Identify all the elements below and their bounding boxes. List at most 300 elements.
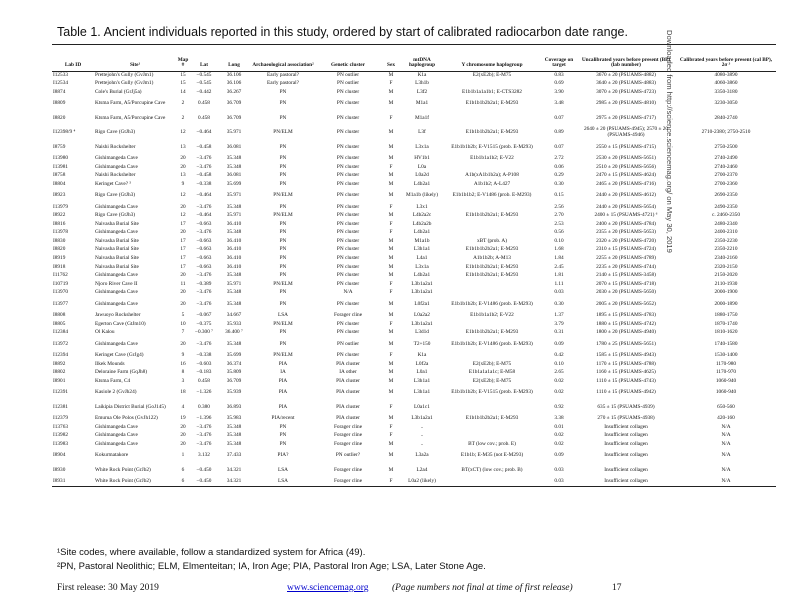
table-cell: M1a1b (likely) [406,192,438,199]
table-cell: Forager cline [333,312,363,319]
table-cell: −0.603 [196,360,212,367]
table-cell: Insufficient collagen [604,452,648,459]
table-cell: Naivasha Burial Site [95,254,139,261]
table-cell: L2a4 [416,466,428,473]
table-cell: Ktsma Farm, A5/Porcupine Cave [95,114,166,121]
table-cell: 3.90 [554,89,564,96]
table-cell: PN [279,340,287,347]
table-cell: LSA [277,466,288,473]
table-cell: 13 [180,172,186,179]
table-cell: 0.30 [554,180,564,187]
table-cell: 2110-1930 [714,280,738,287]
table-cell: F [389,320,393,327]
table-cell: Insufficient collagen [604,440,648,447]
table-cell: 36.410 [226,246,242,253]
table-cell: PN cluster [336,352,360,359]
table-cell: 2070 ± 15 (PSUAMS-4718) [596,280,656,287]
table-cell: I8931 [52,478,94,487]
table-cell: .. [420,440,424,447]
table-cell: 0.380 [198,403,210,410]
table-row [52,280,776,289]
table-cell: M1a1 [415,100,429,107]
table-cell: L4b2a2b [412,220,432,227]
table-cell: 8 [181,369,185,376]
table-cell: Deloraine Farm (GqJh8) [95,369,148,376]
table-cell: −3.476 [196,340,212,347]
table-cell: Rigo Cave (GtJh3) [95,192,136,199]
table-cell: M1a1b [414,237,430,244]
table-cell: 270 ± 15 (PSUAMS-4938) [597,415,655,422]
table-cell: 35.699 [226,352,242,359]
table-row [52,320,776,329]
table-cell [442,203,542,212]
table-cell: E1b1b1b2b2a1; E-M293 [465,129,519,136]
table-cell: M [388,466,394,473]
table-cell: 35.348 [226,272,242,279]
table-cell: I8808 [53,312,66,319]
table-row [52,180,776,189]
table-cell: E2(xE2b); E-M75 [472,72,512,79]
table-cell: I8759 [53,143,66,150]
table-cell [442,289,542,298]
table-cell: Ilkek Mounds [95,360,125,367]
table-row [52,126,776,140]
table-cell: 36.410 [226,254,242,261]
page-number: 17 [612,583,622,593]
table-cell: −0.183 [196,369,212,376]
table-cell: 1060-940 [715,377,737,384]
table-cell: 35.809 [226,369,242,376]
table-cell: E2(xE2b); E-M75 [472,360,512,367]
table-cell: F [389,114,393,121]
table-cell [442,352,542,361]
table-cell: 2510 ± 20 (PSUAMS-5656) [596,163,656,170]
table-row [52,140,776,154]
table-cell: Gishimangeda Cave [95,155,138,162]
table-cell: 36.410 [226,237,242,244]
table-cell: N/A [721,440,731,447]
table-cell: Gishimangeda Cave [95,229,138,236]
table-cell: 17 [180,237,186,244]
table-row [52,415,776,424]
table-cell: I8892 [53,360,66,367]
table-cell: 0.01 [554,423,564,430]
table-cell: 2320-2150 [714,263,738,270]
table-cell: K1a [417,72,427,79]
table-cell: 2340-2160 [714,254,738,261]
table-cell: Kokurmatakore [95,452,129,459]
table-cell: N/A [721,452,731,459]
table-cell: 34.321 [218,478,250,487]
table-cell: I8830 [53,237,66,244]
table-cell: 20 [180,432,186,439]
table-cell: Laikipia District Burial (GoJ145) [95,403,166,410]
table-cell: −0.663 [196,263,212,270]
table-cell: −0.375 [196,320,212,327]
table-cell: L4a1 [416,254,428,261]
table-cell: Rigo Cave (GtJh3) [95,212,136,219]
table-row [52,163,776,172]
table-cell: I13970 [53,289,69,296]
table-cell: L3x1a [415,143,429,150]
table-cell: PN cluster [336,329,360,336]
table-cell: 37.433 [226,452,242,459]
table-cell: PN [279,289,287,296]
table-cell: PIA? [277,452,289,459]
journal-link[interactable]: www.sciencemag.org [287,583,369,593]
table-cell: 1530-1400 [714,352,738,359]
table-cell: 16 [180,360,186,367]
table-cell: −0.663 [196,246,212,253]
table-cell: 10 [180,320,186,327]
table-cell: 2480-2340 [714,220,738,227]
table-cell: I12533 [53,72,69,79]
table-cell: 35.348 [226,163,242,170]
header-cell: mtDNA haplogroup [402,45,442,72]
table-cell: −0.338 [196,180,212,187]
table-cell: 2350-2210 [714,246,738,253]
table-cell: L3h1a1 [413,377,431,384]
table-cell: 2400 ± 20 (PSUAMS-4784) [596,220,656,227]
table-cell: 2700-2360 [714,180,738,187]
table-cell: 0.56 [554,229,564,236]
table-cell: I8805 [53,320,66,327]
table-cell: M [388,312,394,319]
header-cell: Genetic cluster [316,45,380,72]
table-cell: M [388,300,394,307]
table-cell: 1880 ± 15 (PSUAMS-4742) [596,320,656,327]
table-cell: L0a1 [416,369,428,376]
table-cell: 1170-980 [715,360,737,367]
table-cell: 650-560 [717,403,735,410]
table-cell: 1.68 [554,246,564,253]
table-cell: PN/ELM [273,212,293,219]
table-cell: F [389,352,393,359]
table-cell: 0.09 [554,340,564,347]
table-cell: Ktsma Farm, C4 [95,377,131,384]
table-cell: E1b1b1b2b2a1; E-M293 [465,329,519,336]
table-cell: c. 2460-2350 [712,212,740,219]
table-cell: I8816 [53,220,66,227]
table-title: Table 1. Ancient individuals reported in this study, ordered by start of calibrated radiocarbon date range. [57,25,628,39]
table-cell [442,163,542,172]
table-cell: White Rock Point (GrJb2) [94,478,176,487]
table-cell: Naivasha Burial Site [95,263,139,270]
table-cell: 35.971 [226,280,242,287]
table-cell: 2985 ± 20 (PSUAMS-4810) [596,100,656,107]
table-cell: M [388,155,394,162]
table-cell: 1160 ± 15 (PSUAMS-4625) [596,369,656,376]
table-cell: PN cluster [336,263,360,270]
table-cell: 2140 ± 15 (PSUAMS-3458) [596,272,656,279]
table-cell: 20 [180,300,186,307]
table-cell: F [389,163,393,170]
table-cell: 35.933 [226,320,242,327]
table-row [52,337,776,351]
table-cell: E1b1b1b2b2a1; E-M293 [465,246,519,253]
table-cell: PN cluster [336,237,360,244]
table-cell: E1b1b1b2b; E-V1486 (prob. E-M293) [451,300,533,307]
table-cell: −0.464 [196,192,212,199]
table-cell: 2640 ± 20 (PSUAMS-4945); 2570 ± 20 (PSUAMS-4946) [583,126,669,139]
table-cell: Gishimangeda Cave [95,163,138,170]
table-cell: −3.476 [196,289,212,296]
table-cell: −3.476 [196,440,212,447]
table-cell: 1.81 [554,272,564,279]
table-cell: L4b2a1 [413,229,431,236]
header-cell: Sex [380,45,402,72]
table-cell: −0.663 [196,220,212,227]
table-cell: E1b1b1b2b2a1; E-M293 [465,100,519,107]
table-cell: L3f2 [416,89,428,96]
table-cell: 35.348 [226,229,242,236]
release-date: First release: 30 May 2019 [57,583,159,593]
table-cell: 0.03 [542,478,576,487]
table-cell: PN [279,432,287,439]
table-cell: Naivasha Burial Site [95,246,139,253]
table-cell: −0.442 [196,89,212,96]
table-cell: PN [279,155,287,162]
table-cell: .. [420,423,424,430]
table-cell: M [388,129,394,136]
table-cell: M1a1f [414,114,430,121]
table-cell: T2+150 [413,340,431,347]
table-cell: A1b1b2b; A-M13 [473,254,511,261]
table-cell: PN [279,237,287,244]
table-cell: 1740-1580 [714,340,738,347]
table-cell: −3.476 [196,163,212,170]
table-cell: M [388,237,394,244]
table-cell: PIA/recent [271,415,295,422]
table-cell: Emurua Ole Polos (GvJh122) [95,415,158,422]
table-cell: 2.70 [554,212,564,219]
table-cell: 0.83 [554,72,564,79]
table-cell: 35.348 [226,289,242,296]
table-cell: Gishimangeda Cave [95,300,138,307]
table-cell: 2355 ± 20 (PSUAMS-5653) [596,229,656,236]
table-cell: 0.02 [554,389,564,396]
table-cell: I8874 [53,89,66,96]
table-cell: M [388,329,394,336]
table-cell: PN cluster [336,229,360,236]
table-cell: A1b1b2; A-L427 [473,180,511,187]
table-cell: I8923 [53,192,66,199]
table-cell: Early pastoral? [267,72,299,79]
table-row [52,272,776,281]
table-cell [442,320,542,329]
table-row [52,172,776,181]
table-cell: I8758 [53,172,66,179]
table-cell: 3.79 [554,320,564,327]
table-cell: PN cluster [336,246,360,253]
table-cell: 0.03 [554,289,564,296]
table-cell: 1.11 [554,280,564,287]
table-cell: I13977 [53,300,69,307]
table-cell: 36.400 ⁷ [225,329,243,336]
table-cell: 2710-2380; 2750-2510 [701,129,751,136]
table-cell: Prettejohn's Gully (GvJm1) [95,80,154,87]
table-cell: 0.02 [554,440,564,447]
table-row [52,377,776,386]
table-cell: I12391 [53,389,69,396]
table-cell: 20 [180,340,186,347]
table-cell: PIA cluster [336,360,360,367]
table-cell [442,478,542,487]
table-cell: 0.07 [554,143,564,150]
header-cell: Lat [190,45,218,72]
table-cell: I8809 [53,100,66,107]
table-cell: I12398/9 ⁴ [53,129,76,136]
table-cell: BT (low cov.; prob. E) [468,440,516,447]
table-cell: Gishimangeda Cave [95,432,138,439]
table-cell: 20 [180,163,186,170]
header-cell: Uncalibrated years before present (BP) (lab number) [576,45,676,72]
table-cell: I8918 [53,263,66,270]
table-cell: I13982 [53,432,69,439]
table-cell: 635 ± 15 (PSUAMS-4939) [597,403,655,410]
table-cell: M [388,272,394,279]
table-cell: Gishimangeda Cave [95,289,138,296]
table-cell: 2.53 [554,220,564,227]
table-cell: I13763 [53,423,69,430]
table-cell: L0a2 (likely) [402,478,442,487]
table-cell: PN cluster [336,100,360,107]
table-cell: 20 [180,272,186,279]
table-cell: I8820 [53,114,66,121]
table-cell: HV1b1 [414,155,430,162]
table-cell: 36.081 [226,172,242,179]
table-cell: 2740-2490 [714,155,738,162]
table-cell: 2440 ± 20 (PSUAMS-5654) [596,203,656,210]
table-cell: PIA cluster [336,389,360,396]
table-cell: 18 [180,389,186,396]
table-cell: L0a2d [415,172,429,179]
table-cell: Naivasha Burial Site [95,237,139,244]
table-cell: E1b1b1b2; E-V1486 (prob. E-M293) [452,192,532,199]
table-cell: 35.348 [226,155,242,162]
table-cell: PN [279,203,287,210]
ancient-individuals-table [52,44,776,487]
table-cell: 20 [180,440,186,447]
table-cell: F [389,229,393,236]
table-cell: −3.476 [196,229,212,236]
table-cell: 2255 ± 20 (PSUAMS-4789) [596,254,656,261]
table-cell: PN/ELM [273,280,293,287]
table-cell: 1870-1740 [714,320,738,327]
table-cell: 6 [176,478,190,487]
table-row [52,189,776,203]
table-cell: 2700-2370 [714,172,738,179]
table-cell: 35.348 [226,440,242,447]
table-cell: F [389,203,393,210]
table-cell: 1810-1620 [714,329,738,336]
table-cell: IA [280,369,286,376]
table-row [52,80,776,89]
table-cell: 2750-2500 [714,143,738,150]
table-cell: 35.971 [226,212,242,219]
table-cell: 13 [180,143,186,150]
table-cell: LSA [250,478,316,487]
table-cell: 0.30 [554,300,564,307]
table-cell: Gishimangeda Cave [95,440,138,447]
table-cell: 2.72 [554,155,564,162]
table-cell: 35.971 [226,192,242,199]
table-cell: L3x1 [416,203,428,210]
table-row [52,246,776,255]
table-row [52,89,776,98]
header-cell: Long [218,45,250,72]
table-cell: PN cluster [336,172,360,179]
table-cell: I12534 [53,80,69,87]
table-cell [442,80,542,89]
table-cell: 9 [181,352,185,359]
table-cell: 34.321 [226,466,242,473]
table-cell: 35.348 [226,340,242,347]
table-cell: PN outlier [337,340,359,347]
table-row [52,478,776,487]
table-cell: F [380,478,402,487]
table-cell: I8820 [53,246,66,253]
table-row [52,352,776,361]
table-cell: Forager cline [333,440,363,447]
table-cell: 2490-2350 [714,203,738,210]
table-row [52,255,776,264]
table-cell: 0.42 [554,352,564,359]
table-cell: 0.458 [198,377,210,384]
table-cell: L3d1d [415,329,429,336]
table-cell: 3.48 [554,100,564,107]
table-cell: Naishi Rockshelter [95,172,136,179]
table-cell: PIA cluster [336,403,360,410]
table-cell: 36.106 [226,80,242,87]
table-cell: 0.89 [554,129,564,136]
table-cell: 0.15 [554,192,564,199]
table-cell: BT(xCT) (low cov.; prob. B) [461,466,523,473]
table-cell: −0.464 [196,129,212,136]
table-cell: 3.132 [198,452,210,459]
table-cell: Rigo Cave (GtJh3) [95,129,136,136]
footnote-site-codes: ¹Site codes, where available, follow a standardized system for Africa (49). [57,547,366,558]
table-cell: 17 [180,246,186,253]
table-cell: L3b1a2a1 [411,320,433,327]
table-row [52,289,776,298]
table-cell: 17 [180,263,186,270]
table-header-row [52,45,776,72]
table-cell: L0f2a1 [414,300,430,307]
table-cell: M [388,172,394,179]
table-cell: PN cluster [336,155,360,162]
table-cell: A1b(xA1b1b2a); A-P108 [465,172,519,179]
table-cell: 2740-2460 [714,163,738,170]
table-cell: 35.348 [226,423,242,430]
table-cell: I8804 [53,180,66,187]
table-cell: I8930 [53,466,66,473]
table-row [52,449,776,463]
table-cell: −3.476 [196,300,212,307]
table-cell: Forager cline [333,423,363,430]
table-cell: F [389,220,393,227]
table-cell: PN cluster [336,163,360,170]
table-cell: 1060-940 [715,389,737,396]
table-cell: PN cluster [336,272,360,279]
header-cell: Lab ID [52,45,94,72]
table-cell: 0.03 [554,466,564,473]
table-row [52,369,776,378]
table-cell: 420-160 [717,415,735,422]
table-cell: I13979 [53,203,69,210]
table-row [52,229,776,238]
table-cell: 12 [180,192,186,199]
